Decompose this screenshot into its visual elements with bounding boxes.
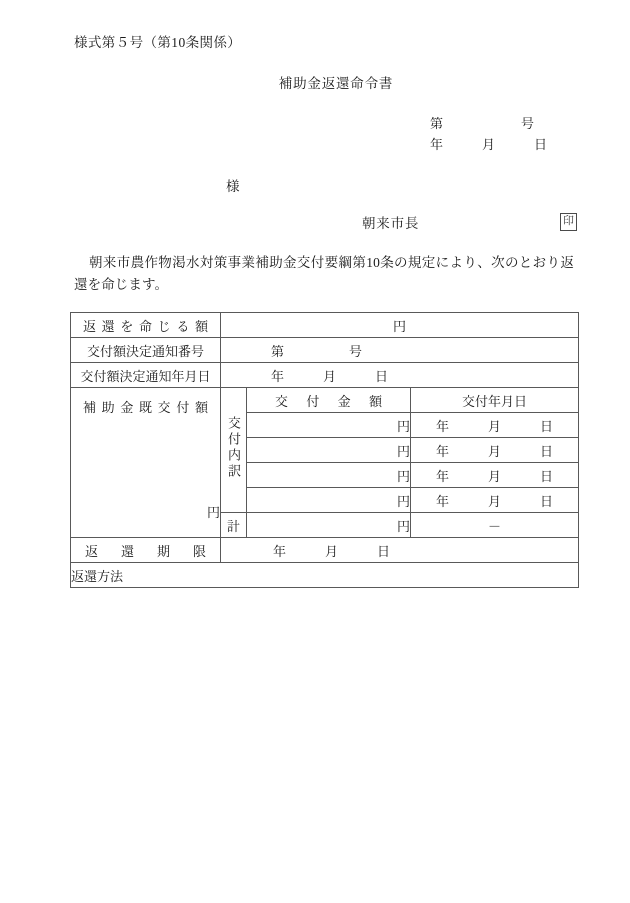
label-decision-number bbox=[71, 338, 221, 363]
grant-total-date: － bbox=[411, 513, 579, 538]
header-grant-amount-text: 交付金額 bbox=[275, 393, 382, 409]
table-row-return-amount bbox=[71, 313, 579, 338]
value-return-amount[interactable]: 円 bbox=[221, 313, 579, 338]
label-return-amount bbox=[71, 313, 221, 338]
issue-number-line: 第 号 bbox=[430, 116, 535, 131]
label-decision-date-text: 交付額決定通知年月日 bbox=[80, 368, 211, 384]
decision-number-line: 第 号 bbox=[271, 343, 363, 359]
header-grant-amount bbox=[247, 388, 411, 413]
grant-amount-4[interactable]: 円 bbox=[247, 488, 411, 513]
grant-date-3[interactable]: 年 月 日 bbox=[411, 463, 579, 488]
label-return-amount-text: 返還を命じる額 bbox=[83, 318, 208, 334]
grant-date-2[interactable]: 年 月 日 bbox=[411, 438, 579, 463]
label-return-method: 返還方法 bbox=[71, 568, 124, 584]
issuer-name: 朝来市長 bbox=[362, 216, 420, 231]
value-decision-number[interactable] bbox=[221, 338, 579, 363]
table-row-deadline bbox=[71, 538, 579, 563]
header-grant-date: 交付年月日 bbox=[411, 388, 579, 413]
body-paragraph: 朝来市農作物渇水対策事業補助金交付要綱第10条の規定により、次のとおり返還を命じます。 bbox=[74, 255, 574, 292]
cell-already-granted[interactable] bbox=[71, 388, 221, 538]
deadline-date-line: 年 月 日 bbox=[273, 543, 391, 559]
addressee-honorific: 様 bbox=[226, 179, 240, 194]
grant-total-amount[interactable]: 円 bbox=[247, 513, 411, 538]
seal-stamp-box: 印 bbox=[560, 213, 577, 231]
grant-amount-3[interactable]: 円 bbox=[247, 463, 411, 488]
value-already-granted: 円 bbox=[206, 504, 220, 520]
grant-date-1[interactable]: 年 月 日 bbox=[411, 413, 579, 438]
return-order-table bbox=[70, 312, 579, 588]
cell-return-method[interactable] bbox=[71, 563, 579, 588]
grant-date-4[interactable]: 年 月 日 bbox=[411, 488, 579, 513]
label-breakdown bbox=[221, 388, 247, 513]
label-decision-number-text: 交付額決定通知番号 bbox=[86, 343, 204, 359]
form-number: 様式第５号（第10条関係） bbox=[74, 35, 242, 50]
page-title: 補助金返還命令書 bbox=[278, 76, 394, 91]
value-decision-date[interactable] bbox=[221, 363, 579, 388]
value-deadline[interactable] bbox=[221, 538, 579, 563]
label-breakdown-text: 交付内訳 bbox=[226, 416, 241, 480]
table-row-method bbox=[71, 563, 579, 588]
label-deadline-text: 返還期限 bbox=[85, 543, 206, 559]
document-meta-block bbox=[430, 113, 547, 155]
grant-amount-2[interactable]: 円 bbox=[247, 438, 411, 463]
label-already-granted-text: 補助金既交付額 bbox=[83, 399, 208, 415]
table-row-granted-header bbox=[71, 388, 579, 413]
label-decision-date bbox=[71, 363, 221, 388]
grant-amount-1[interactable]: 円 bbox=[247, 413, 411, 438]
issue-date-line: 年 月 日 bbox=[430, 137, 548, 152]
issuer-row bbox=[362, 212, 577, 232]
table-row-decision-number bbox=[71, 338, 579, 363]
label-deadline bbox=[71, 538, 221, 563]
decision-date-line: 年 月 日 bbox=[271, 368, 389, 384]
table-row-decision-date bbox=[71, 363, 579, 388]
label-grant-total: 計 bbox=[221, 513, 247, 538]
